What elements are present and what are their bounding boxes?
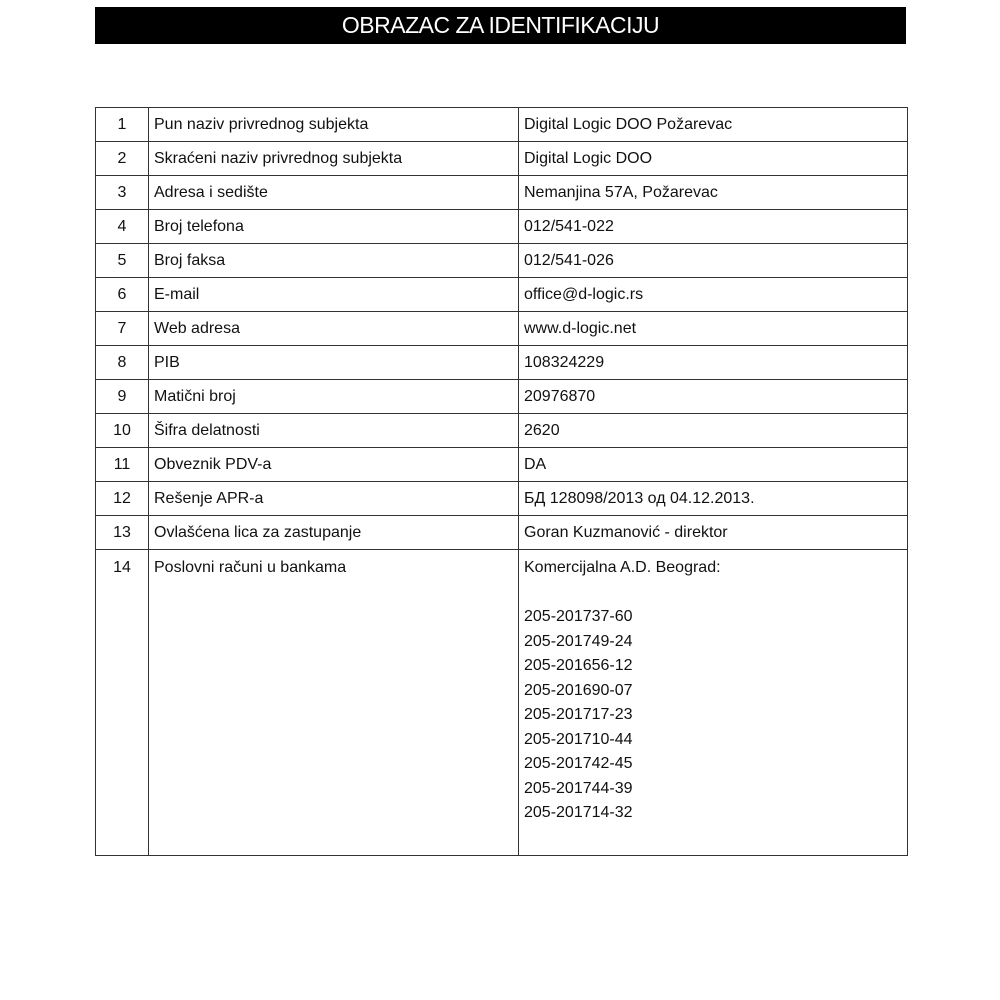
row-number: 9 bbox=[96, 380, 149, 414]
row-number: 11 bbox=[96, 448, 149, 482]
row-label: Obveznik PDV-a bbox=[149, 448, 519, 482]
row-value: Nemanjina 57A, Požarevac bbox=[519, 176, 908, 210]
row-number: 2 bbox=[96, 142, 149, 176]
row-label: Skraćeni naziv privrednog subjekta bbox=[149, 142, 519, 176]
row-label: Adresa i sedište bbox=[149, 176, 519, 210]
table-row bbox=[96, 516, 908, 550]
row-value: Digital Logic DOO Požarevac bbox=[519, 108, 908, 142]
row-number: 8 bbox=[96, 346, 149, 380]
row-number: 14 bbox=[96, 550, 149, 856]
table-row bbox=[96, 142, 908, 176]
row-value: БД 128098/2013 од 04.12.2013. bbox=[519, 482, 908, 516]
row-number: 5 bbox=[96, 244, 149, 278]
row-label: Broj faksa bbox=[149, 244, 519, 278]
table-row bbox=[96, 482, 908, 516]
table-row bbox=[96, 278, 908, 312]
row-value: Goran Kuzmanović - direktor bbox=[519, 516, 908, 550]
row-value bbox=[519, 550, 908, 856]
row-number: 12 bbox=[96, 482, 149, 516]
row-label: Ovlašćena lica za zastupanje bbox=[149, 516, 519, 550]
row-value: 108324229 bbox=[519, 346, 908, 380]
row-value: Digital Logic DOO bbox=[519, 142, 908, 176]
row-label: Matični broj bbox=[149, 380, 519, 414]
row-value: DA bbox=[519, 448, 908, 482]
identification-table bbox=[95, 107, 908, 856]
row-number: 4 bbox=[96, 210, 149, 244]
row-number: 7 bbox=[96, 312, 149, 346]
row-value: 2620 bbox=[519, 414, 908, 448]
row-label: Web adresa bbox=[149, 312, 519, 346]
row-number: 3 bbox=[96, 176, 149, 210]
row-number: 10 bbox=[96, 414, 149, 448]
row-label: Pun naziv privrednog subjekta bbox=[149, 108, 519, 142]
table-row bbox=[96, 448, 908, 482]
table-row bbox=[96, 550, 908, 856]
form-title: OBRAZAC ZA IDENTIFIKACIJU bbox=[95, 7, 906, 44]
table-row bbox=[96, 108, 908, 142]
table-row bbox=[96, 414, 908, 448]
row-label: E-mail bbox=[149, 278, 519, 312]
row-value: 20976870 bbox=[519, 380, 908, 414]
row-value: 012/541-026 bbox=[519, 244, 908, 278]
table-row bbox=[96, 312, 908, 346]
row-label: Poslovni računi u bankama bbox=[149, 550, 519, 856]
bank-accounts-list: Komercijalna A.D. Beograd: 205-201737-60 205-201749-24 205-201656-12 205-201690-07 205-201717-23 205-201710-44 205-201742-45 205-201744-39 205-201714-32 bbox=[524, 559, 721, 821]
table-row bbox=[96, 346, 908, 380]
row-value: www.d-logic.net bbox=[519, 312, 908, 346]
row-number: 13 bbox=[96, 516, 149, 550]
row-number: 1 bbox=[96, 108, 149, 142]
table-row bbox=[96, 176, 908, 210]
row-label: Rešenje APR-a bbox=[149, 482, 519, 516]
table-row bbox=[96, 244, 908, 278]
row-number: 6 bbox=[96, 278, 149, 312]
table-row bbox=[96, 380, 908, 414]
row-value: office@d-logic.rs bbox=[519, 278, 908, 312]
row-label: Šifra delatnosti bbox=[149, 414, 519, 448]
row-value: 012/541-022 bbox=[519, 210, 908, 244]
table-row bbox=[96, 210, 908, 244]
row-label: Broj telefona bbox=[149, 210, 519, 244]
row-label: PIB bbox=[149, 346, 519, 380]
